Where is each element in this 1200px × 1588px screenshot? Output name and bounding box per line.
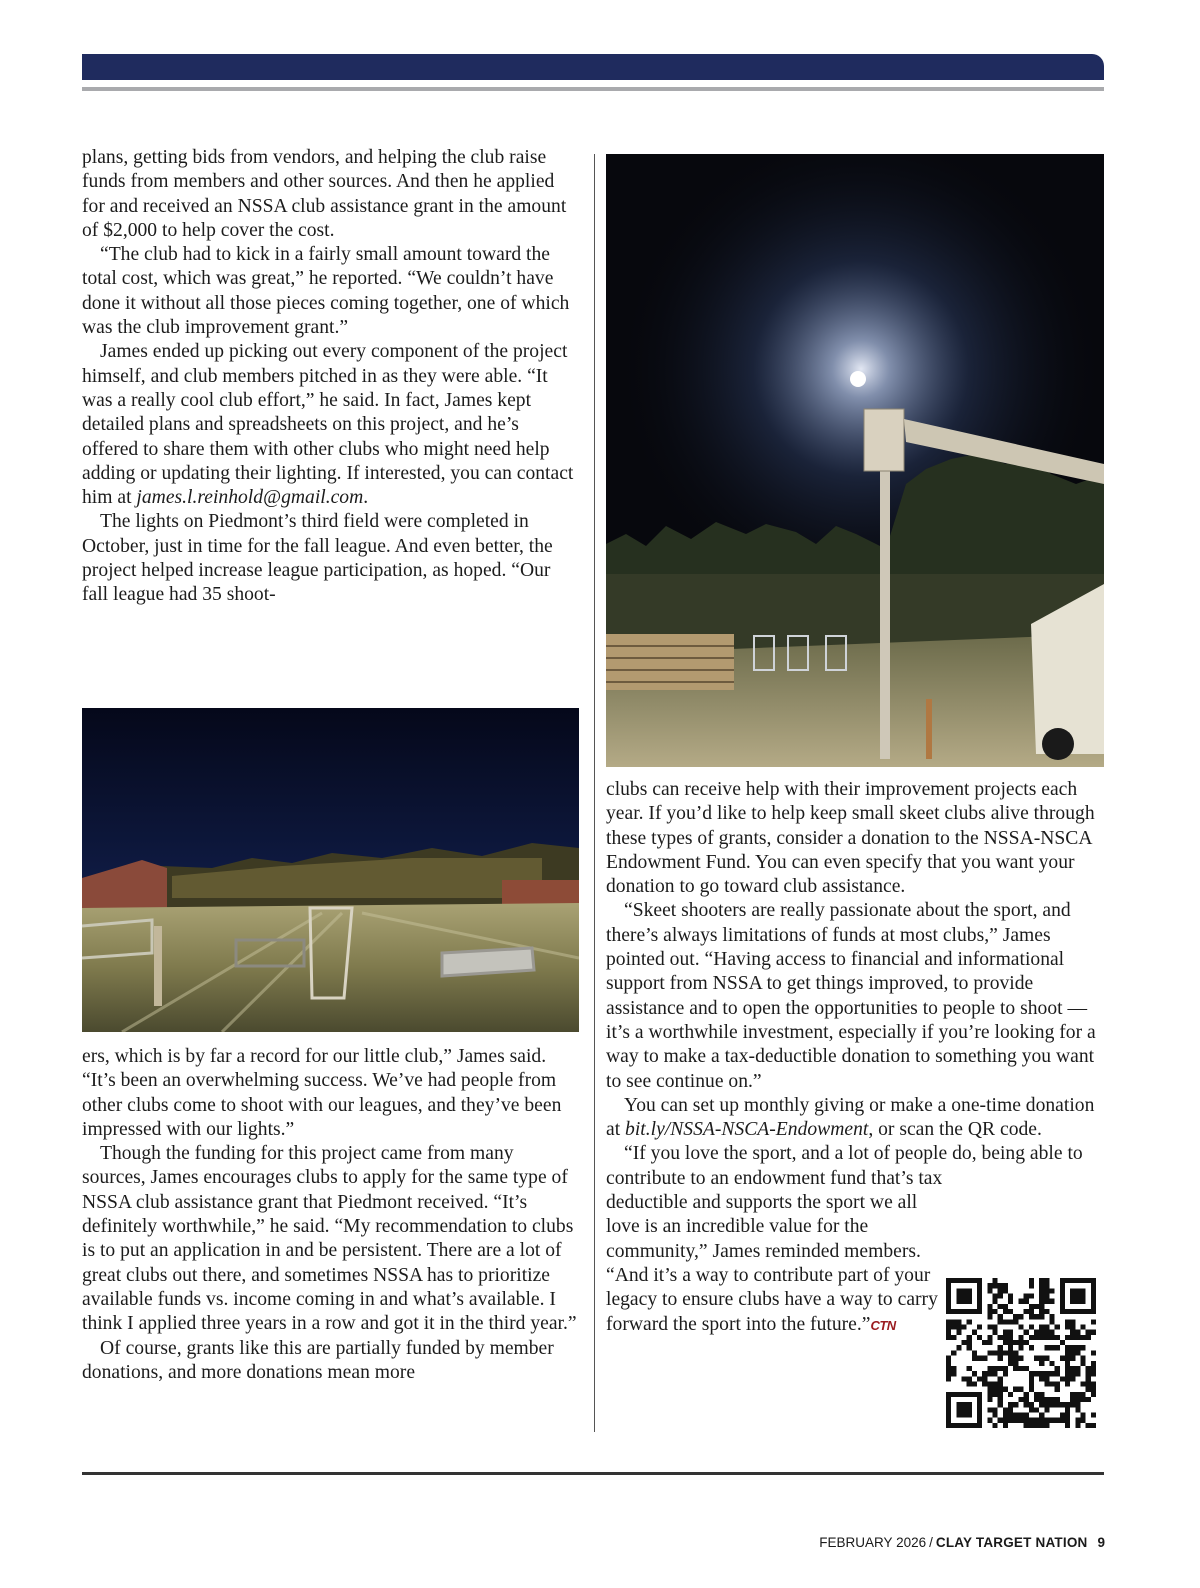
header-rule	[82, 87, 1104, 91]
footer-rule	[82, 1472, 1104, 1475]
contact-email-link[interactable]: james.l.reinhold@gmail.com	[136, 487, 364, 509]
closing-paragraph: deductible and supports the sport we all love is an incredible value for the community,” James reminded members. “And it’s a way to contribute part of your legacy to ensure clubs have a way to carry forward the sport into the future.”CTN	[606, 1192, 938, 1335]
paragraph: clubs can receive help with their improvement projects each year. If you’d like to help keep small skeet clubs alive through these types of grants, consider a donation to the NSSA-NSCA Endowment Fund. You can even specify that you want your donation to go toward club assistance.	[606, 779, 1095, 898]
magazine-name: CLAY TARGET NATION	[935, 1535, 1088, 1550]
qr-code[interactable]	[945, 1278, 1097, 1428]
paragraph-text: James ended up picking out every component of the project himself, and club members pitched in as they were able. “It was a really cool club effort,” he said. In fact, James kept detailed plans and spreadsheets on this project, and he’s offered to share them with other clubs who might need help adding or updating their lighting. If interested, you can contact him at	[82, 341, 574, 509]
issue-date: FEBRUARY 2026	[819, 1535, 927, 1550]
paragraph: plans, getting bids from vendors, and helping the club raise funds from members and other sources. And then he applied for and received an NSSA club assistance grant in the amount of $2,000 to help cover the cost.	[82, 147, 567, 241]
paragraph: James ended up picking out every component of the project himself, and club members pitched in as they were able. “It was a really cool club effort,” he said. In fact, James kept detailed plans and spreadsheets on this project, and he’s offered to share them with other clubs who might need help adding or updating their lighting. If interested, you can contact him at james.l.reinhold@gmail.com.	[82, 341, 574, 509]
paragraph: Of course, grants like this are partially funded by member donations, and more donations mean more	[82, 1337, 554, 1383]
paragraph: “If you love the sport, and a lot of people do, being able to contribute to an endowment fund that’s tax	[606, 1143, 1083, 1189]
paragraph: ers, which is by far a record for our little club,” James said. “It’s been an overwhelming success. We’ve had people from other clubs come to shoot with our leagues, and they’ve been impressed with our lights.”	[82, 1046, 562, 1140]
column-divider	[594, 154, 595, 1432]
header-bar	[82, 54, 1104, 80]
ctn-end-mark: CTN	[870, 1317, 896, 1333]
left-column-bottom-text	[82, 1045, 579, 1385]
right-column-text	[606, 778, 1104, 1338]
left-column-top-text	[82, 146, 579, 608]
paragraph: Though the funding for this project came from many sources, James encourages clubs to apply for the same type of NSSA club assistance grant that Piedmont received. “It’s definitely worthwhile,” he said. “My recommendation to clubs is to put an application in and be persistent. There are a lot of great clubs out there, and sometimes NSSA has to prioritize available funds vs. income coming in and what’s available. I think I applied three years in a row and got it in the third year.”	[82, 1143, 577, 1335]
page-footer: FEBRUARY 2026 / CLAY TARGET NATION 9	[819, 1535, 1105, 1550]
paragraph: “Skeet shooters are really passionate about the sport, and there’s always limitations of funds at most clubs,” James pointed out. “Having access to financial and informational support from NSSA to get things improved, to provide assistance and to open the opportunities to people to shoot — it’s a worthwhile investment, especially if you’re looking for a way to make a tax-deductible donation to something you want to see continue on.”	[606, 900, 1096, 1092]
page-number: 9	[1097, 1535, 1105, 1550]
photo-skeet-field-night	[82, 708, 579, 1032]
paragraph: The lights on Piedmont’s third field were completed in October, just in time for the fall league. And even better, the project helped increase league participation, as hoped. “Our fall league had 35 shoot-	[82, 511, 553, 606]
endowment-link[interactable]: bit.ly/NSSA-NSCA-Endowment	[625, 1119, 869, 1141]
photo-bucket-truck-night	[606, 154, 1104, 767]
paragraph: You can set up monthly giving or make a one-time donation at bit.ly/NSSA-NSCA-Endowment, or scan the QR code.	[606, 1094, 1095, 1141]
paragraph: “The club had to kick in a fairly small amount toward the total cost, which was great,” he reported. “We couldn’t have done it without all those pieces coming together, one of which was the club improvement grant.”	[82, 244, 570, 339]
